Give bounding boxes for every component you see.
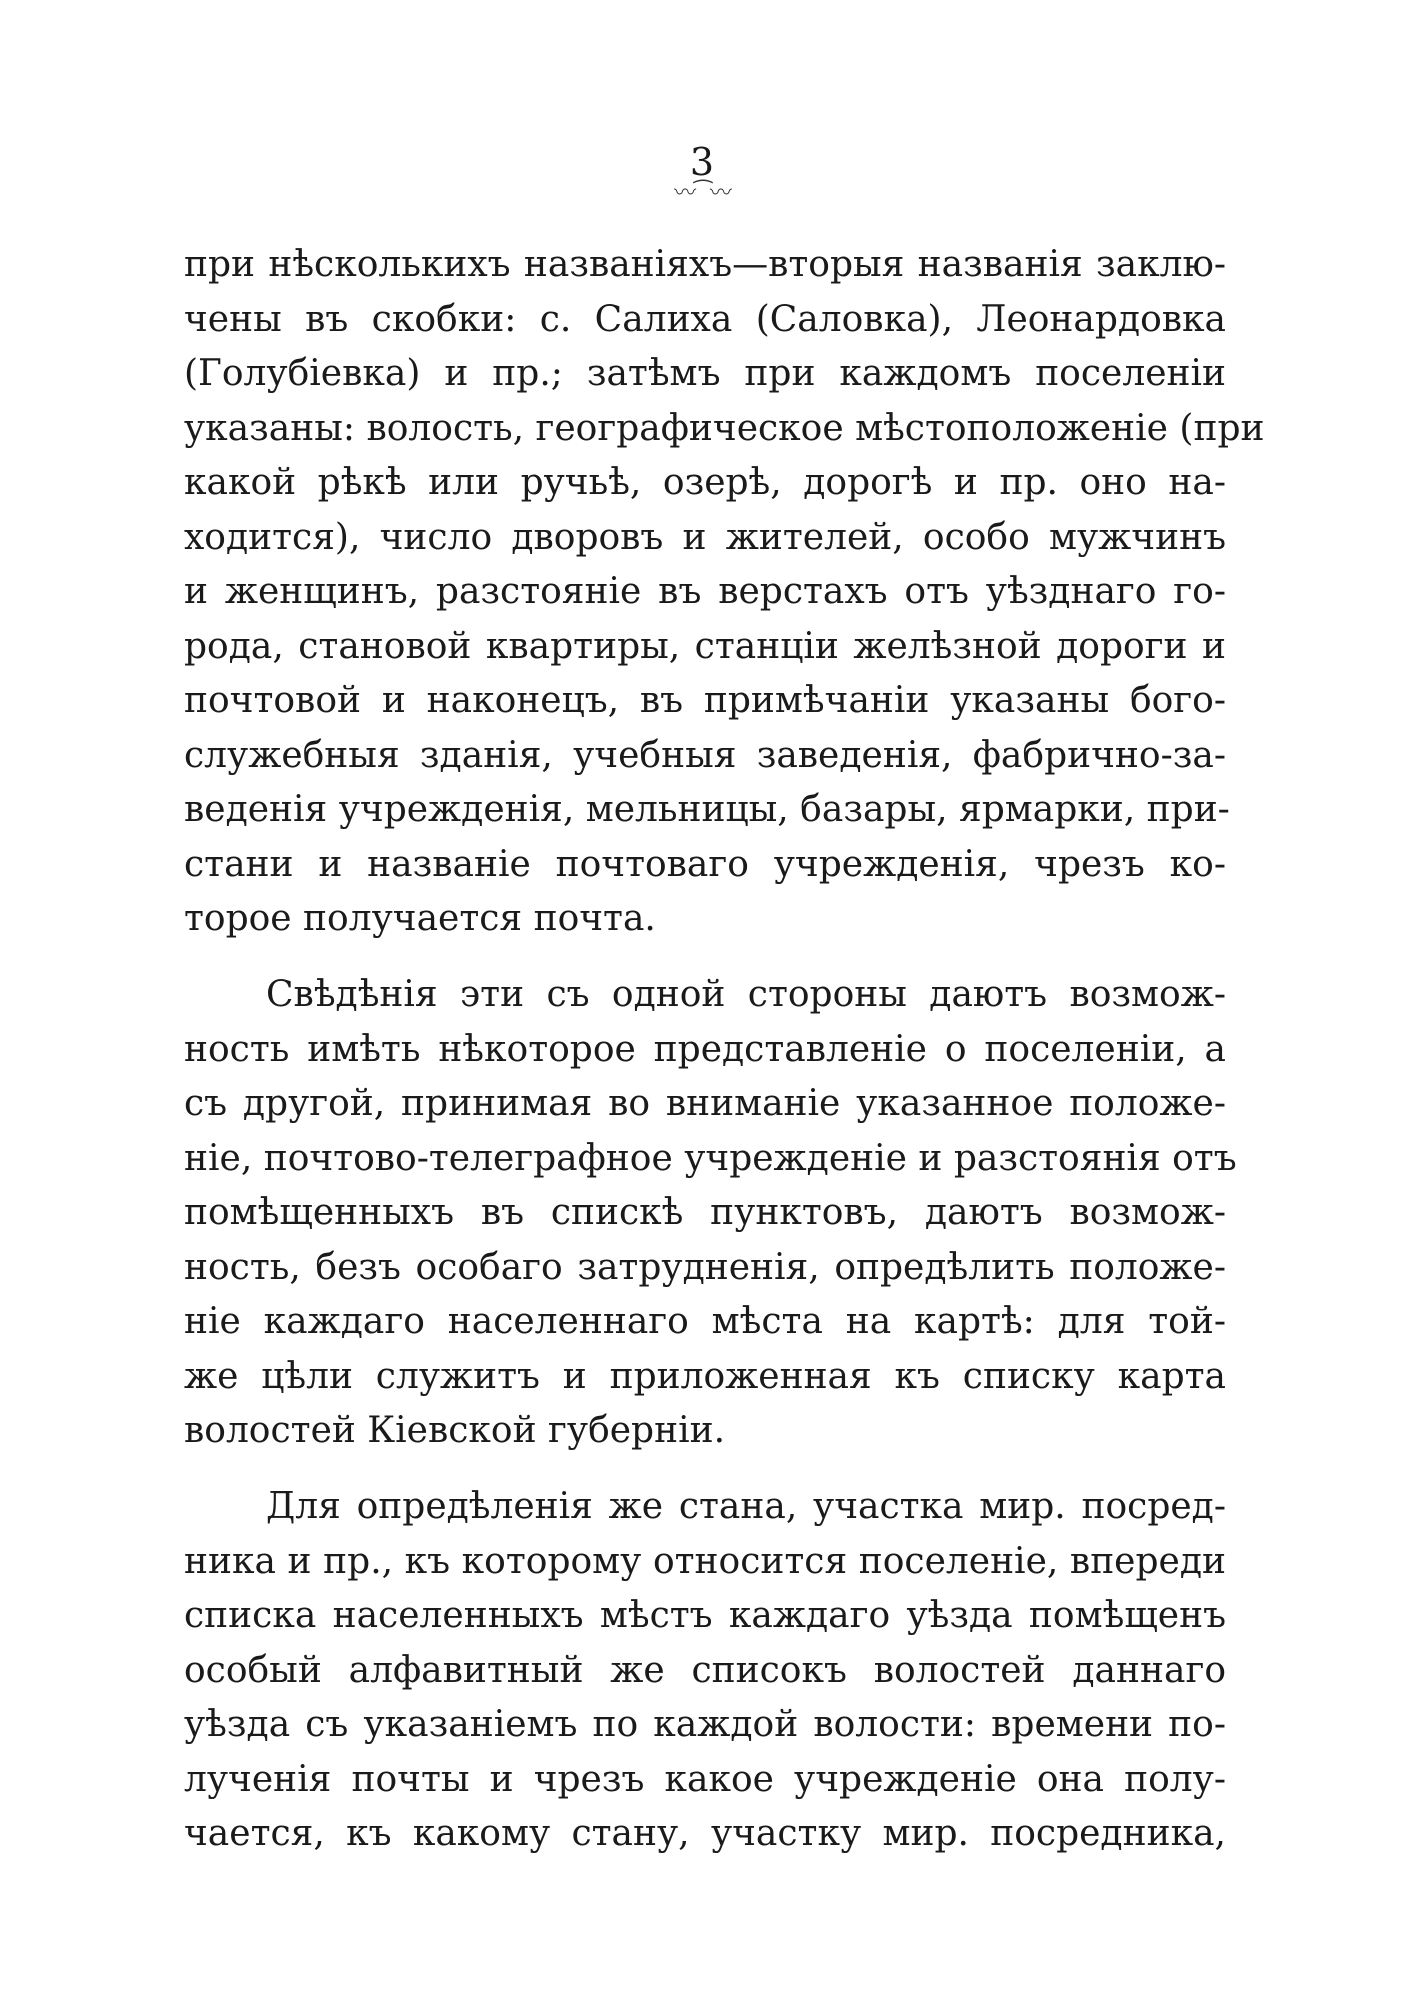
- paragraph-1: [184, 238, 1265, 947]
- text-line: при нѣсколькихъ названiяхъ—вторыя названiя заклю-: [184, 244, 1226, 285]
- text-line: указаны: волость, географическое мѣстоположенiе (при: [184, 407, 1265, 449]
- text-line: какой рѣкѣ или ручьѣ, озерѣ, дорогѣ и пр. оно на-: [184, 462, 1226, 503]
- text-line: рода, становой квартиры, станцiи желѣзной дороги и: [184, 625, 1226, 667]
- paragraph-2: [184, 968, 1237, 1459]
- text-line: торое получается почта.: [184, 898, 656, 939]
- text-line: веденiя учрежденiя, мельницы, базары, ярмарки, при-: [184, 789, 1230, 830]
- text-line: списка населенныхъ мѣстъ каждаго уѣзда помѣщенъ: [184, 1595, 1226, 1636]
- text-line: Свѣдѣнiя эти съ одной стороны даютъ возмож-: [266, 974, 1226, 1015]
- text-line: ходится), число дворовъ и жителей, особо мужчинъ: [184, 516, 1226, 558]
- text-line: помѣщенныхъ въ спискѣ пунктовъ, даютъ возмож-: [184, 1192, 1226, 1233]
- text-line: нiе, почтово-телеграфное учрежденiе и разстоянiя отъ: [184, 1137, 1237, 1179]
- text-line: ника и пр., къ которому относится поселенiе, впереди: [184, 1540, 1226, 1582]
- text-line: Для опредѣленiя же стана, участка мир. посред-: [266, 1486, 1226, 1527]
- page-number: 3: [689, 140, 715, 184]
- text-line: особый алфавитный же списокъ волостей даннаго: [184, 1649, 1226, 1691]
- text-line: (Голубiевка) и пр.; затѣмъ при каждомъ поселенiи: [184, 353, 1226, 394]
- text-line: нiе каждаго населеннаго мѣста на картѣ: для той-: [184, 1301, 1226, 1342]
- text-line: почтовой и наконецъ, въ примѣчанiи указаны бого-: [184, 680, 1226, 721]
- text-line: же цѣли служитъ и приложенная къ списку карта: [184, 1355, 1226, 1397]
- text-line: ность имѣть нѣкоторое представленiе о поселенiи, а: [184, 1028, 1226, 1070]
- text-line: ность, безъ особаго затрудненiя, опредѣлить положе-: [184, 1246, 1226, 1288]
- text-line: съ другой, принимая во вниманiе указанное положе-: [184, 1083, 1226, 1124]
- text-line: служебныя зданiя, учебныя заведенiя, фабрично-за-: [184, 734, 1226, 776]
- paragraph-3: [184, 1480, 1226, 1862]
- text-line: уѣзда съ указанiемъ по каждой волости: времени по-: [184, 1704, 1226, 1745]
- text-line: лученiя почты и чрезъ какое учрежденiе она полу-: [184, 1758, 1226, 1800]
- text-line: стани и названiе почтоваго учрежденiя, чрезъ ко-: [184, 843, 1226, 885]
- page-number-ornament: 〰⁀〰: [674, 181, 730, 206]
- text-line: чены въ скобки: с. Салиха (Саловка), Леонардовка: [184, 298, 1226, 340]
- text-line: волостей Кiевской губернiи.: [184, 1410, 726, 1451]
- text-line: чается, къ какому стану, участку мир. посредника,: [184, 1813, 1226, 1854]
- text-line: и женщинъ, разстоянiе въ верстахъ отъ уѣзднаго го-: [184, 571, 1226, 612]
